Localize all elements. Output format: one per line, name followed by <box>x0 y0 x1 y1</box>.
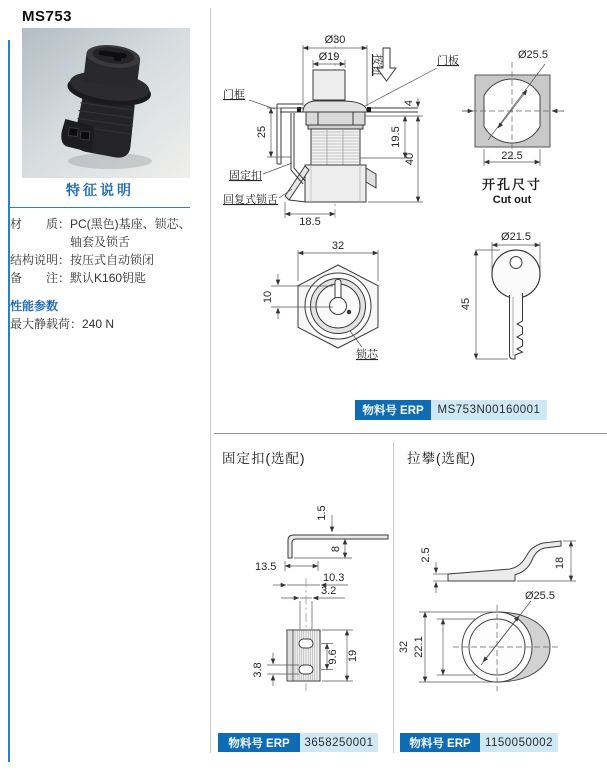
fixing-clip-label: 固定扣 <box>229 170 262 182</box>
clip-bottom-view <box>287 630 320 681</box>
button-label: 按钮 <box>371 54 383 76</box>
handle-dim-2-5: 2.5 <box>420 547 432 563</box>
lock-core-label: 锁芯 <box>356 349 378 361</box>
clip-option-drawing <box>215 483 393 728</box>
lock-photo-illustration <box>22 28 190 178</box>
page-title: MS753 <box>22 8 73 25</box>
options-section-divider <box>214 433 607 434</box>
spec-material-cont: 轴套及锁舌 <box>70 235 131 249</box>
door-panel-label: 门板 <box>437 55 459 67</box>
product-photo <box>22 28 190 178</box>
erp-bar-main <box>355 400 547 420</box>
handle-side-view <box>448 541 561 581</box>
dim-25: 25 <box>256 125 268 139</box>
spec-note-value: 默认K160钥匙 <box>70 271 147 285</box>
erp-bar-handle <box>400 733 558 752</box>
key-length: 45 <box>460 297 472 311</box>
clip-dim-8: 8 <box>330 545 342 553</box>
key-drawing <box>452 228 567 373</box>
cutout-drawing <box>460 40 607 210</box>
cutout-caption-cn: 开孔尺寸 <box>481 177 543 192</box>
handle-dim-32: 32 <box>398 640 410 654</box>
keyhole <box>330 298 347 315</box>
handle-dim-18: 18 <box>554 556 566 570</box>
spec-list <box>10 215 210 333</box>
spec-note-label: 备 注： <box>10 271 71 285</box>
handle-dia: Ø25.5 <box>525 590 555 602</box>
spec-structure-value: 按压式自动锁闭 <box>70 253 155 267</box>
erp-clip-value: 3658250001 <box>300 733 378 752</box>
cutout-width: 22.5 <box>501 150 523 162</box>
clip-dim-10-3: 10.3 <box>323 572 345 584</box>
clip-dim-19: 19 <box>347 649 359 663</box>
cutout-caption-en: Cut out <box>492 194 532 206</box>
spec-material-value: PC(黑色)基座、锁芯、 <box>70 217 191 231</box>
dim-dia30: Ø30 <box>324 34 346 46</box>
key-dia: Ø21.5 <box>501 231 531 243</box>
options-column-divider <box>393 442 394 753</box>
spec-material-label: 材 质： <box>10 217 71 231</box>
clip-dim-3-8: 3.8 <box>252 662 264 678</box>
column-divider-line <box>210 8 211 753</box>
dim-32: 32 <box>331 240 345 252</box>
erp-clip-label: 物料号 ERP <box>218 733 300 752</box>
left-accent-line <box>8 40 10 762</box>
door-frame-bracket <box>277 104 303 164</box>
dim-18-5: 18.5 <box>299 216 321 227</box>
lock-section-parts <box>277 70 376 202</box>
front-view-drawing <box>238 233 402 395</box>
spec-note <box>10 269 210 287</box>
dim-40: 40 <box>404 152 416 166</box>
erp-main-label: 物料号 ERP <box>355 400 431 420</box>
key-hole <box>510 257 522 269</box>
handle-dim-22-1: 22.1 <box>413 636 425 658</box>
latch-label: 回复式锁舌 <box>223 194 278 206</box>
key-blade <box>510 293 523 359</box>
max-load-line: 最大静载荷：240 N <box>10 317 115 331</box>
erp-handle-value: 1150050002 <box>480 733 558 752</box>
handle-option-title: 拉攀(选配) <box>407 451 476 466</box>
handle-option-drawing <box>395 483 607 731</box>
dim-19-5: 19.5 <box>390 126 402 148</box>
clip-dim-13-5: 13.5 <box>255 561 277 573</box>
dim-4: 4 <box>403 99 415 107</box>
performance-heading: 性能参数 <box>10 299 59 313</box>
lock-body-photo <box>59 40 156 160</box>
spec-material <box>10 215 210 233</box>
erp-handle-label: 物料号 ERP <box>400 733 480 752</box>
clip-dim-9-6: 9.6 <box>327 649 339 665</box>
erp-main-value: MS753N00160001 <box>431 400 547 420</box>
dim-dia19: Ø19 <box>318 51 340 63</box>
clip-dim-3-2: 3.2 <box>321 585 337 597</box>
dim-10: 10 <box>262 290 274 304</box>
clip-option-title: 固定扣(选配) <box>222 451 306 466</box>
cutout-dia: Ø25.5 <box>518 49 548 61</box>
erp-bar-clip <box>218 733 378 752</box>
spec-structure-label: 结构说明： <box>10 253 71 267</box>
door-frame-label: 门框 <box>223 89 245 101</box>
spec-structure <box>10 251 210 269</box>
features-heading: 特征说明 <box>10 180 190 208</box>
clip-dim-1-5: 1.5 <box>316 505 328 521</box>
